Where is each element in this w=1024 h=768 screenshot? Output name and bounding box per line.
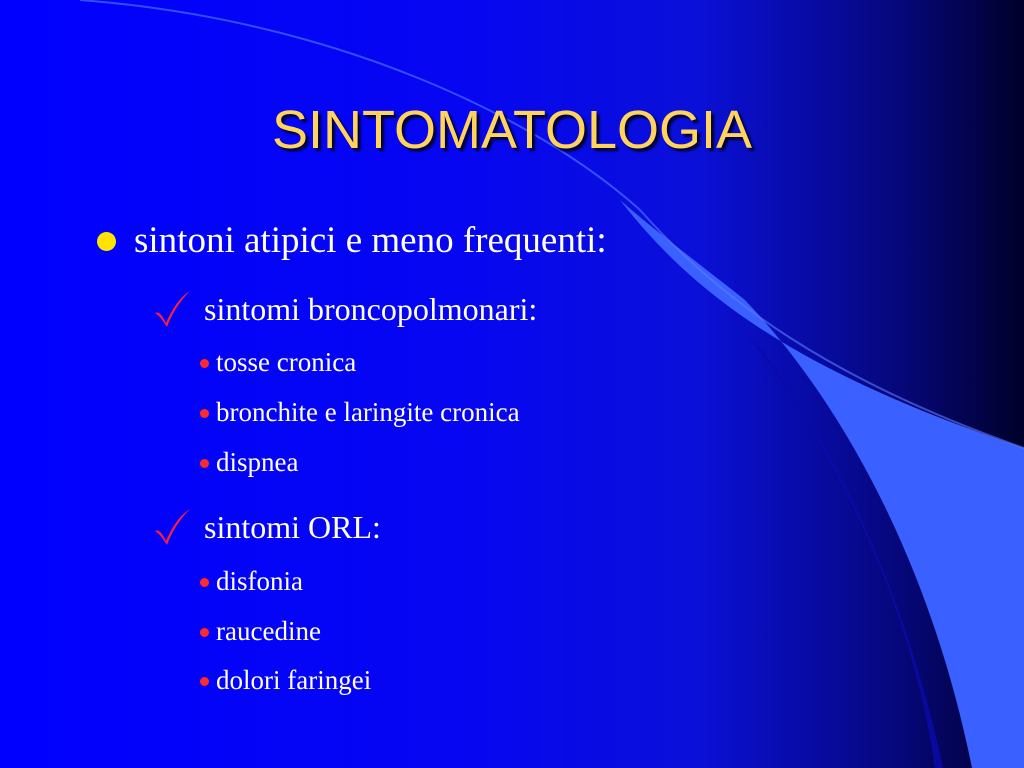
list-item xyxy=(200,615,321,647)
dot-icon xyxy=(200,359,209,368)
group-heading-text: sintomi ORL: xyxy=(204,509,381,545)
group-heading-broncopolmonari xyxy=(152,275,537,329)
group-heading-orl xyxy=(152,493,381,547)
list-item-text: bronchite e laringite cronica xyxy=(216,397,520,427)
swoosh-band xyxy=(620,200,1024,768)
list-item xyxy=(200,446,298,478)
dot-icon xyxy=(200,409,209,418)
list-item-text: dispnea xyxy=(216,447,299,477)
dot-icon xyxy=(200,459,209,468)
dot-icon xyxy=(200,578,209,587)
main-point-text: sintoni atipici e meno frequenti: xyxy=(134,220,607,261)
list-item-text: raucedine xyxy=(216,616,321,646)
list-item xyxy=(200,664,371,696)
dot-icon xyxy=(200,677,209,686)
dot-icon xyxy=(97,232,116,251)
list-item xyxy=(200,396,520,428)
swoosh-line-inner xyxy=(640,210,1024,448)
check-icon xyxy=(152,507,192,547)
group-heading-text: sintomi broncopolmonari: xyxy=(204,291,538,327)
list-item-text: tosse cronica xyxy=(216,347,357,377)
check-icon xyxy=(152,289,192,329)
list-item xyxy=(200,346,356,378)
dot-icon xyxy=(200,628,209,637)
main-point xyxy=(97,217,607,265)
list-item-text: disfonia xyxy=(216,566,303,596)
list-item-text: dolori faringei xyxy=(216,665,372,695)
list-item xyxy=(200,565,303,597)
slide-title: SINTOMATOLOGIA xyxy=(271,100,753,160)
